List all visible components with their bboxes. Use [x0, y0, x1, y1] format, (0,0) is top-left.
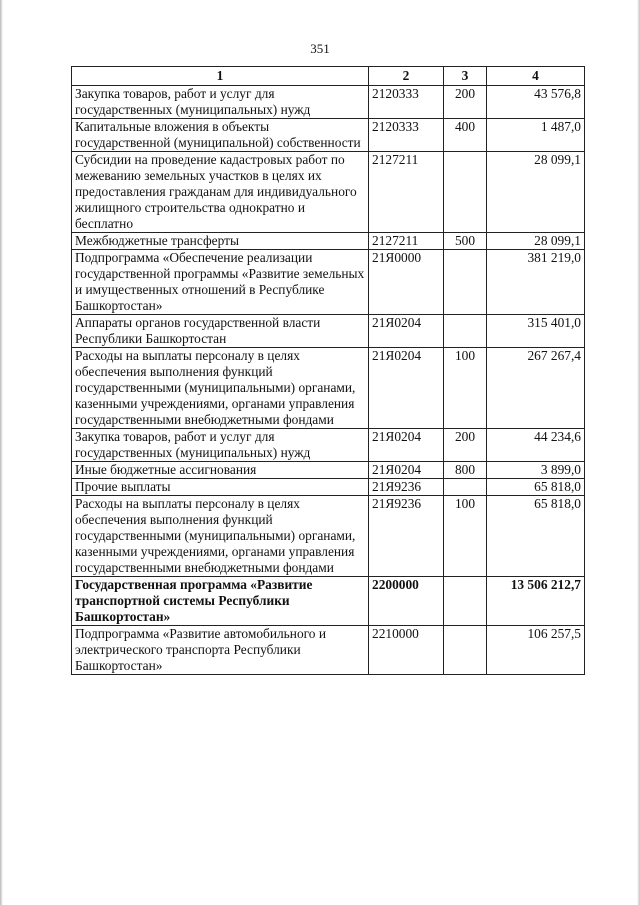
table-header	[72, 67, 585, 86]
row-name: Иные бюджетные ассигнования	[72, 462, 369, 479]
table-row	[72, 119, 585, 152]
table-row	[72, 626, 585, 675]
row-amount: 106 257,5	[487, 626, 585, 675]
scan-edge-left	[0, 0, 3, 905]
row-type: 100	[444, 496, 487, 577]
row-code: 2127211	[369, 152, 444, 233]
row-amount: 43 576,8	[487, 86, 585, 119]
table-row	[72, 315, 585, 348]
row-name: Государственная программа «Развитие транспортной системы Республики Башкортостан»	[72, 577, 369, 626]
row-name: Расходы на выплаты персоналу в целях обеспечения выполнения функций государственными (муниципальными) органами, казенными учреждениями, органами управления государственными внебюджетными фондами	[72, 496, 369, 577]
row-name: Закупка товаров, работ и услуг для государственных (муниципальных) нужд	[72, 429, 369, 462]
row-amount: 267 267,4	[487, 348, 585, 429]
row-code: 21Я9236	[369, 496, 444, 577]
row-name: Капитальные вложения в объекты государственной (муниципальной) собственности	[72, 119, 369, 152]
row-type: 400	[444, 119, 487, 152]
row-name: Подпрограмма «Развитие автомобильного и электрического транспорта Республики Башкортостан»	[72, 626, 369, 675]
row-amount: 65 818,0	[487, 496, 585, 577]
header-col-4: 4	[487, 67, 585, 86]
row-amount: 315 401,0	[487, 315, 585, 348]
row-name: Межбюджетные трансферты	[72, 233, 369, 250]
table-row	[72, 496, 585, 577]
row-amount: 3 899,0	[487, 462, 585, 479]
table-row	[72, 577, 585, 626]
row-type: 100	[444, 348, 487, 429]
row-code: 21Я0204	[369, 348, 444, 429]
row-type	[444, 250, 487, 315]
row-type	[444, 315, 487, 348]
row-code: 2210000	[369, 626, 444, 675]
table-row	[72, 86, 585, 119]
table-row	[72, 479, 585, 496]
table-row	[72, 429, 585, 462]
row-type: 500	[444, 233, 487, 250]
header-col-2: 2	[369, 67, 444, 86]
row-name: Закупка товаров, работ и услуг для государственных (муниципальных) нужд	[72, 86, 369, 119]
row-type: 200	[444, 429, 487, 462]
row-type	[444, 577, 487, 626]
row-amount: 28 099,1	[487, 152, 585, 233]
row-code: 21Я0204	[369, 429, 444, 462]
row-type	[444, 152, 487, 233]
table-row	[72, 152, 585, 233]
row-code: 2200000	[369, 577, 444, 626]
row-code: 21Я0204	[369, 462, 444, 479]
row-code: 2127211	[369, 233, 444, 250]
row-name: Субсидии на проведение кадастровых работ по межеванию земельных участков в целях их предоставления гражданам для индивидуального жилищного строительства однократно и бесплатно	[72, 152, 369, 233]
page-number: 351	[310, 41, 330, 56]
header-col-3: 3	[444, 67, 487, 86]
row-type	[444, 626, 487, 675]
row-code: 21Я9236	[369, 479, 444, 496]
table-body	[72, 86, 585, 675]
table-row	[72, 233, 585, 250]
header-row	[72, 67, 585, 86]
header-col-1: 1	[72, 67, 369, 86]
row-amount: 28 099,1	[487, 233, 585, 250]
row-name: Аппараты органов государственной власти Республики Башкортостан	[72, 315, 369, 348]
table-row	[72, 348, 585, 429]
budget-table	[71, 66, 585, 675]
row-code: 2120333	[369, 86, 444, 119]
table-row	[72, 462, 585, 479]
table-row	[72, 250, 585, 315]
row-amount: 381 219,0	[487, 250, 585, 315]
row-type: 800	[444, 462, 487, 479]
row-amount: 44 234,6	[487, 429, 585, 462]
row-name: Расходы на выплаты персоналу в целях обеспечения выполнения функций государственными (муниципальными) органами, казенными учреждениями, органами управления государственными внебюджетными фондами	[72, 348, 369, 429]
row-amount: 65 818,0	[487, 479, 585, 496]
row-type: 200	[444, 86, 487, 119]
row-name: Прочие выплаты	[72, 479, 369, 496]
row-code: 21Я0204	[369, 315, 444, 348]
row-amount: 13 506 212,7	[487, 577, 585, 626]
row-code: 2120333	[369, 119, 444, 152]
row-amount: 1 487,0	[487, 119, 585, 152]
row-name: Подпрограмма «Обеспечение реализации государственной программы «Развитие земельных и имущественных отношений в Республике Башкортостан»	[72, 250, 369, 315]
row-type	[444, 479, 487, 496]
row-code: 21Я0000	[369, 250, 444, 315]
